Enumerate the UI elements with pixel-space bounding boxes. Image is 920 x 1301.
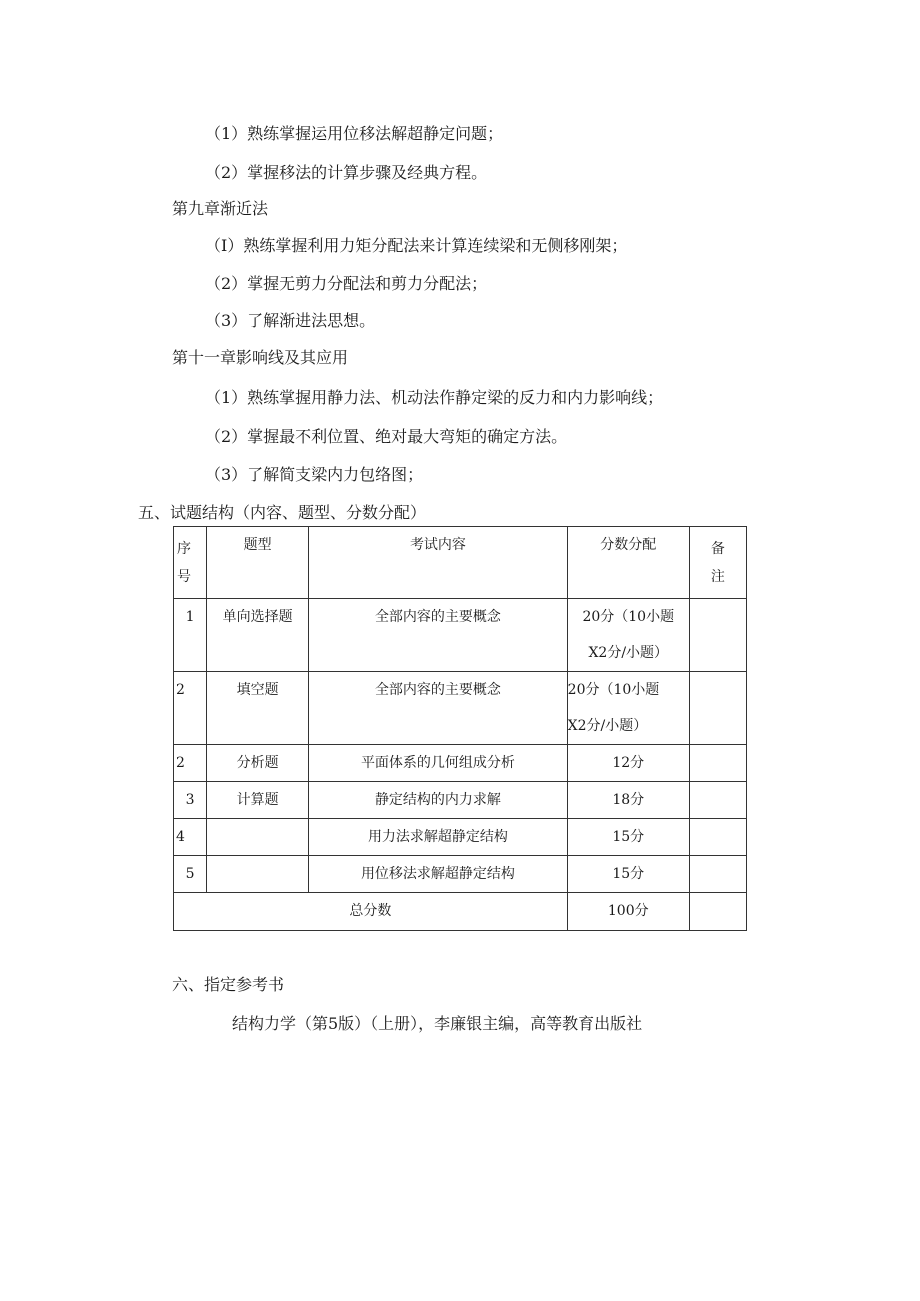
list-item: （2）掌握最不利位置、绝对最大弯矩的确定方法。 xyxy=(205,427,568,446)
header-type: 题型 xyxy=(207,527,309,599)
cell-score-line1: 20分（10小题 xyxy=(567,682,660,698)
cell-note xyxy=(689,819,746,856)
cell-content: 用力法求解超静定结构 xyxy=(309,819,567,856)
section-title: 六、指定参考书 xyxy=(172,975,285,994)
exam-structure-table xyxy=(173,526,747,931)
list-item: （3）了解渐进法思想。 xyxy=(205,311,376,330)
cell-seq: 4 xyxy=(174,819,207,856)
cell-type: 单向选择题 xyxy=(207,599,309,672)
cell-content: 全部内容的主要概念 xyxy=(309,672,567,745)
table-row xyxy=(174,745,747,782)
chapter-heading: 第十一章影响线及其应用 xyxy=(172,348,349,367)
cell-note xyxy=(689,672,746,745)
cell-score: 15分 xyxy=(567,819,689,856)
table-row xyxy=(174,819,747,856)
header-seq xyxy=(174,527,207,599)
table-header-row xyxy=(174,527,747,599)
list-item: （I）熟练掌握利用力矩分配法来计算连续梁和无侧移刚架； xyxy=(205,236,628,255)
header-note-line2: 注 xyxy=(710,569,725,585)
cell-seq: 2 xyxy=(174,672,207,745)
chapter-heading: 第九章渐近法 xyxy=(172,199,269,218)
cell-type: 填空题 xyxy=(207,672,309,745)
cell-content: 用位移法求解超静定结构 xyxy=(309,856,567,893)
cell-type: 计算题 xyxy=(207,782,309,819)
cell-type: 分析题 xyxy=(207,745,309,782)
cell-score: 15分 xyxy=(567,856,689,893)
cell-seq: 3 xyxy=(174,782,207,819)
list-item: （1）熟练掌握运用位移法解超静定问题； xyxy=(205,124,504,143)
cell-type xyxy=(207,819,309,856)
cell-score-line2: X2分/小题） xyxy=(588,645,669,661)
cell-score: 18分 xyxy=(567,782,689,819)
total-label: 总分数 xyxy=(174,893,568,931)
cell-seq: 5 xyxy=(174,856,207,893)
list-item: （1）熟练掌握用静力法、机动法作静定梁的反力和内力影响线； xyxy=(205,388,664,407)
reference-book: 结构力学（第5版）（上册），李廉银主编，高等教育出版社 xyxy=(232,1014,643,1033)
cell-content: 平面体系的几何组成分析 xyxy=(309,745,567,782)
cell-type xyxy=(207,856,309,893)
cell-note xyxy=(689,599,746,672)
cell-score-line1: 20分（10小题 xyxy=(582,609,675,625)
table-row xyxy=(174,856,747,893)
header-note-line1: 备 xyxy=(710,541,725,557)
cell-content: 全部内容的主要概念 xyxy=(309,599,567,672)
cell-seq: 2 xyxy=(174,745,207,782)
cell-score-line2: X2分/小题） xyxy=(567,718,648,734)
cell-content: 静定结构的内力求解 xyxy=(309,782,567,819)
header-score: 分数分配 xyxy=(567,527,689,599)
header-seq-line1: 序 xyxy=(177,541,191,557)
total-score: 100分 xyxy=(567,893,689,931)
table-row xyxy=(174,672,747,745)
cell-score xyxy=(567,599,689,672)
table-total-row xyxy=(174,893,747,931)
table-row xyxy=(174,599,747,672)
cell-note xyxy=(689,782,746,819)
cell-score xyxy=(567,672,689,745)
cell-seq: 1 xyxy=(174,599,207,672)
list-item: （3）了解简支梁内力包络图； xyxy=(205,465,424,484)
list-item: （2）掌握无剪力分配法和剪力分配法； xyxy=(205,274,488,293)
cell-note xyxy=(689,856,746,893)
header-note xyxy=(689,527,746,599)
cell-score: 12分 xyxy=(567,745,689,782)
cell-note xyxy=(689,893,746,931)
header-seq-line2: 号 xyxy=(177,569,191,585)
table-row xyxy=(174,782,747,819)
cell-note xyxy=(689,745,746,782)
section-title: 五、试题结构（内容、题型、分数分配） xyxy=(138,503,427,522)
list-item: （2）掌握移法的计算步骤及经典方程。 xyxy=(205,163,488,182)
header-content: 考试内容 xyxy=(309,527,567,599)
